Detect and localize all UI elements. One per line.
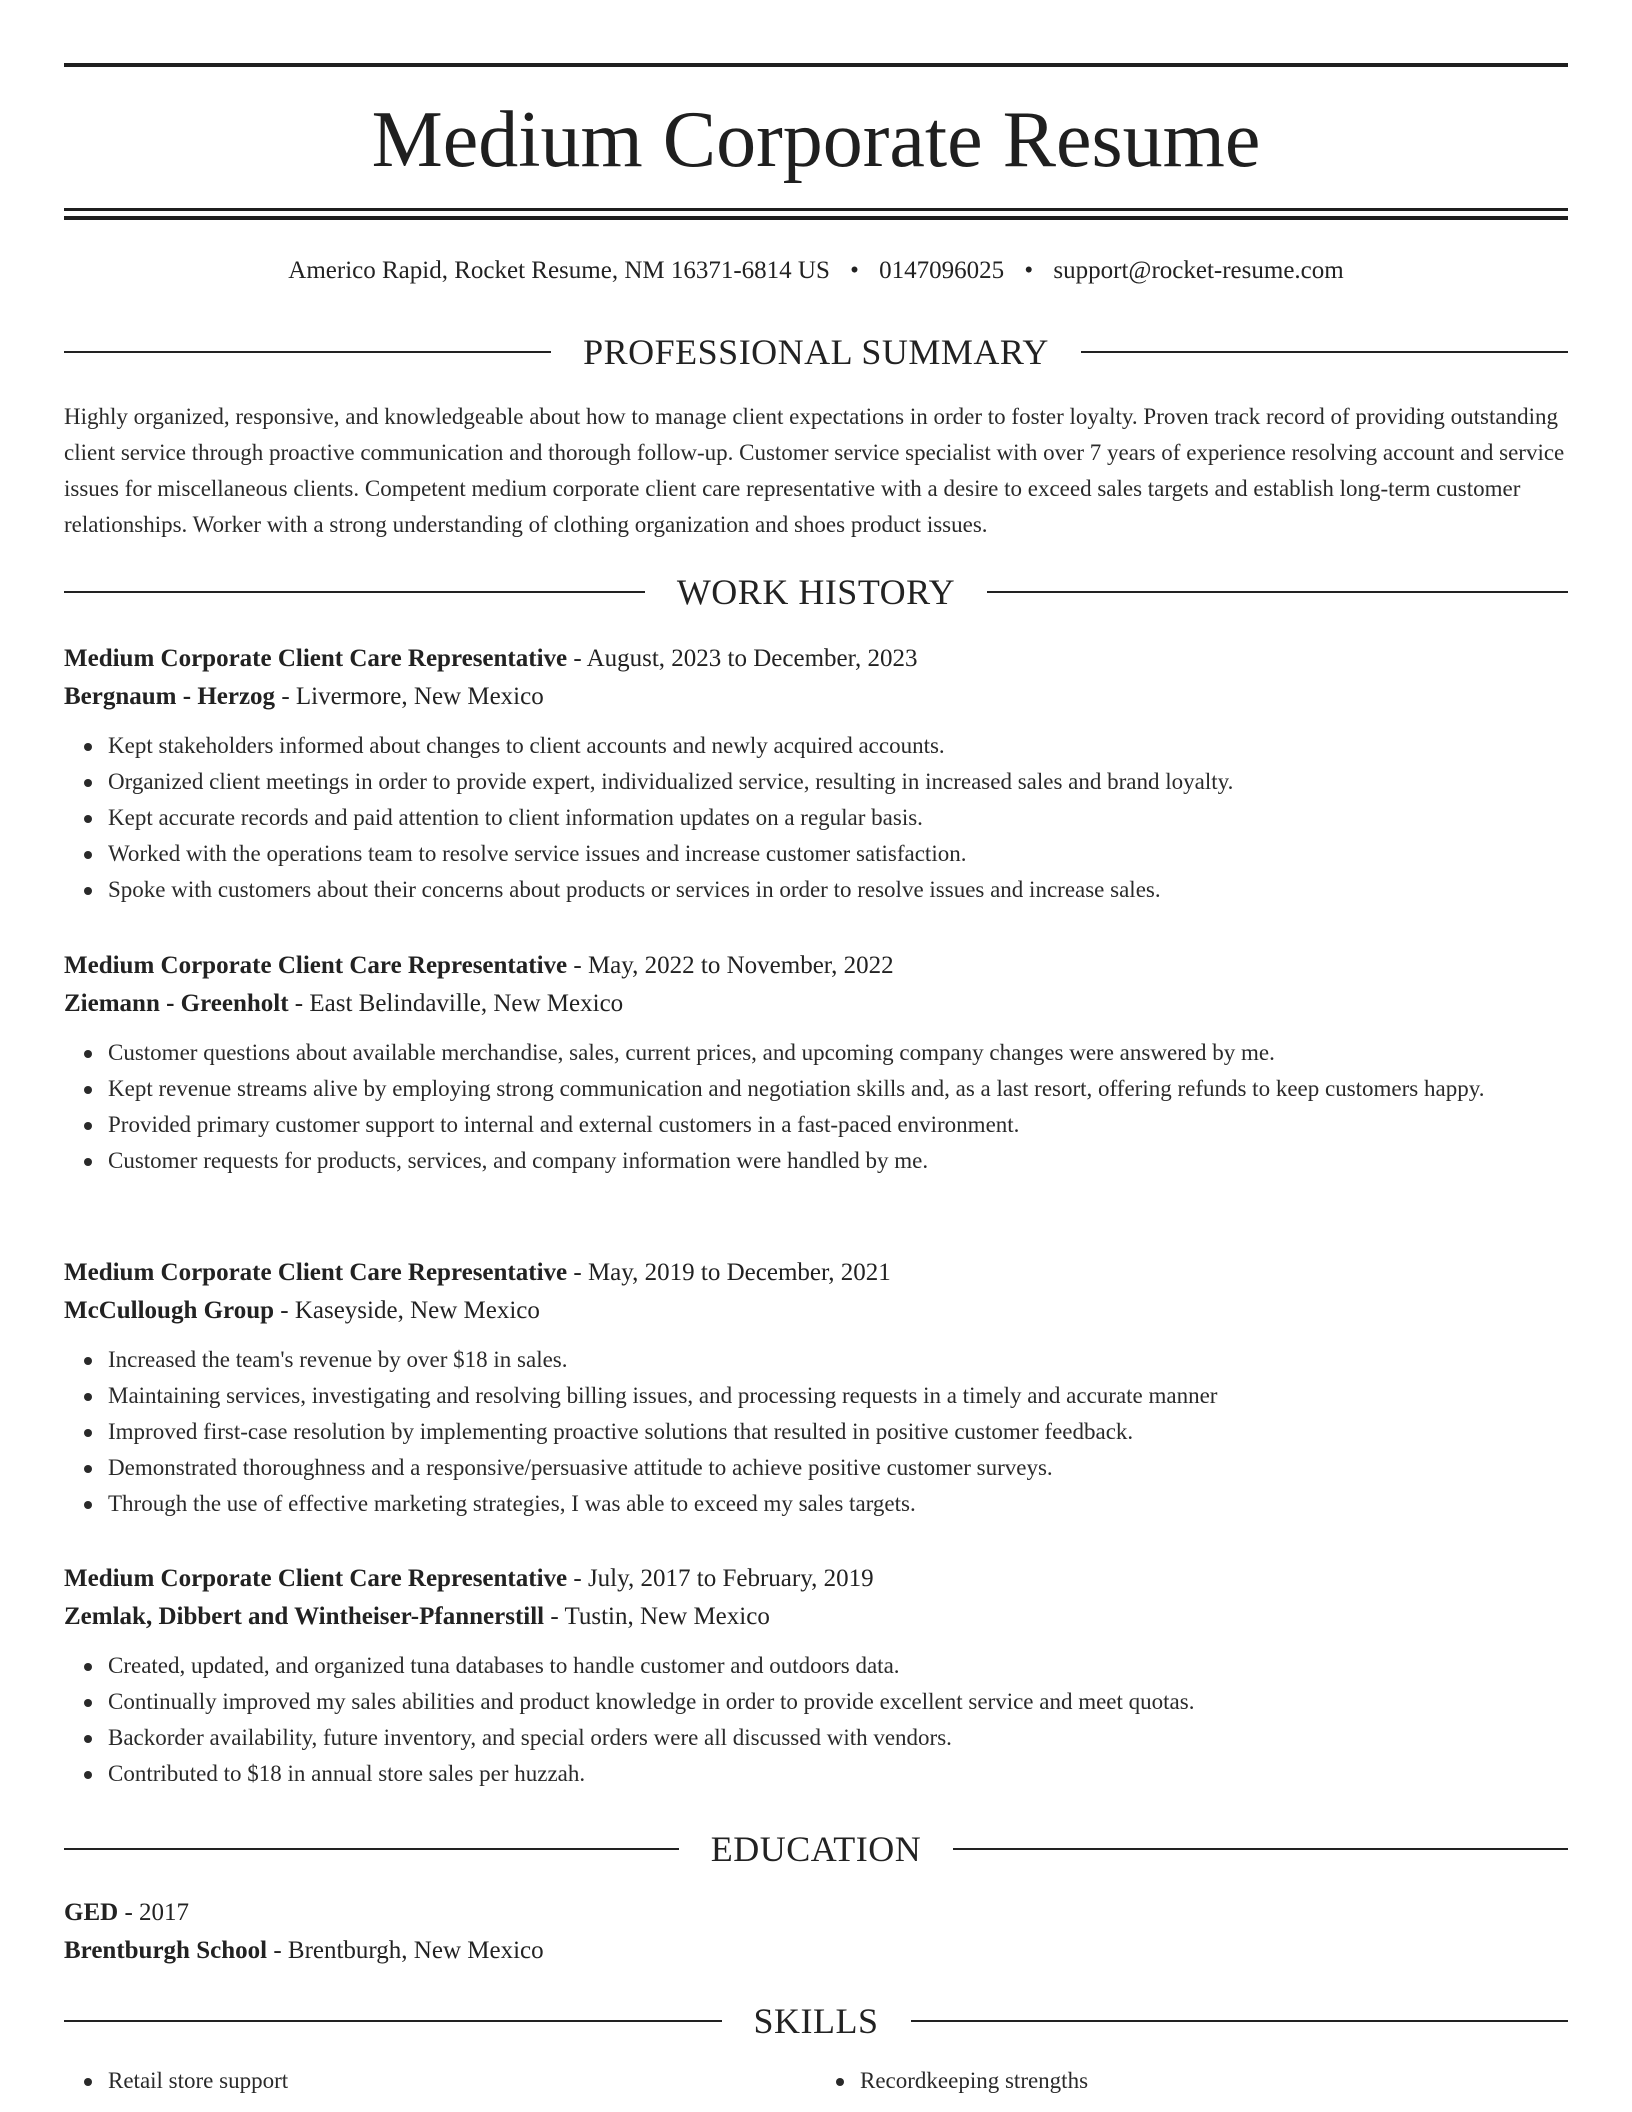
job-dates: - July, 2017 to February, 2019 [567,1565,874,1592]
job-bullet: Created, updated, and organized tuna databases to handle customer and outdoors data. [108,1648,1568,1684]
job-bullet: Continually improved my sales abilities and product knowledge in order to provide excellent service and meet quotas. [108,1684,1568,1720]
job-bullet: Kept revenue streams alive by employing strong communication and negotiation skills and, as a last resort, offering refunds to keep customers happy. [108,1071,1568,1107]
section-title: EDUCATION [710,1829,922,1869]
job-dates: - August, 2023 to December, 2023 [567,645,918,672]
education-year: - 2017 [118,1899,190,1926]
job-bullet: Demonstrated thoroughness and a responsive/persuasive attitude to achieve positive customer surveys. [108,1450,1568,1486]
job-title: Medium Corporate Client Care Representative [64,952,568,979]
job-title: Medium Corporate Client Care Representative [64,1565,568,1592]
skills-column-right [816,2063,1568,2099]
job-title-line [64,640,1568,678]
job-location: - Tustin, New Mexico [544,1603,770,1630]
education-school-line [64,1932,1568,1970]
job-bullets [64,1648,1568,1792]
skills-column-left [64,2063,816,2099]
header-top-rule [64,63,1568,67]
job-entry [64,1254,1568,1522]
job-bullet: Organized client meetings in order to provide expert, individualized service, resulting in increased sales and brand loyalty. [108,764,1568,800]
job-title: Medium Corporate Client Care Representative [64,1259,568,1286]
job-bullet: Kept stakeholders informed about changes to client accounts and newly acquired accounts. [108,728,1568,764]
job-title: Medium Corporate Client Care Representative [64,645,568,672]
section-rule-right [911,2020,1569,2022]
job-company-line [64,678,1568,716]
section-title: SKILLS [753,2001,879,2041]
section-title: WORK HISTORY [676,572,956,612]
job-bullet: Provided primary customer support to internal and external customers in a fast-paced environment. [108,1107,1568,1143]
job-bullet: Increased the team's revenue by over $18 in sales. [108,1342,1568,1378]
skills-section-heading [64,1999,1568,2043]
job-bullet: Spoke with customers about their concerns about products or services in order to resolve issues and increase sales. [108,872,1568,908]
job-company-line [64,985,1568,1023]
section-title: PROFESSIONAL SUMMARY [583,332,1049,372]
job-bullet: Backorder availability, future inventory, and special orders were all discussed with vendors. [108,1720,1568,1756]
job-bullet: Contributed to $18 in annual store sales per huzzah. [108,1756,1568,1792]
job-bullets [64,1342,1568,1522]
education-school: Brentburgh School [64,1937,268,1964]
contact-email: support@rocket-resume.com [1053,257,1344,284]
header-double-rule-upper [64,208,1568,211]
job-bullet: Through the use of effective marketing strategies, I was able to exceed my sales targets. [108,1486,1568,1522]
work-section-heading [64,570,1568,614]
job-company: Zemlak, Dibbert and Wintheiser-Pfannerstill [64,1603,545,1630]
job-location: - East Belindaville, New Mexico [288,990,624,1017]
section-rule-left [64,351,551,353]
job-bullet: Maintaining services, investigating and resolving billing issues, and processing requests in a timely and accurate manner [108,1378,1568,1414]
section-rule-right [987,591,1568,593]
job-title-line [64,947,1568,985]
job-bullets [64,1035,1568,1179]
header-double-rule-lower [64,216,1568,220]
contact-line [64,254,1568,288]
contact-separator: • [1024,257,1034,284]
job-company-line [64,1292,1568,1330]
job-bullet: Improved first-case resolution by implementing proactive solutions that resulted in positive customer feedback. [108,1414,1568,1450]
education-entry [64,1894,1568,1970]
job-company: McCullough Group [64,1297,274,1324]
skills-list [64,2063,1568,2099]
job-location: - Livermore, New Mexico [275,683,544,710]
job-bullet: Worked with the operations team to resolve service issues and increase customer satisfaction. [108,836,1568,872]
job-bullet: Customer questions about available merchandise, sales, current prices, and upcoming company changes were answered by me. [108,1035,1568,1071]
job-entry [64,1560,1568,1792]
summary-text: Highly organized, responsive, and knowledgeable about how to manage client expectations in order to foster loyalty. Proven track record of providing outstanding client service through proactive communication and thorough follow-up. Customer service specialist with over 7 years of experience resolving account and service issues for miscellaneous clients. Competent medium corporate client care representative with a desire to exceed sales targets and establish long-term customer relationships. Worker with a strong understanding of clothing organization and shoes product issues. [64,404,1565,537]
job-company-line [64,1598,1568,1636]
education-degree: GED [64,1899,119,1926]
section-rule-left [64,1848,679,1850]
job-bullet: Kept accurate records and paid attention to client information updates on a regular basis. [108,800,1568,836]
section-rule-left [64,591,645,593]
job-title-line [64,1560,1568,1598]
contact-phone: 0147096025 [879,257,1005,284]
contact-separator: • [850,257,859,284]
skill-item: Recordkeeping strengths [860,2063,1568,2099]
section-rule-left [64,2020,722,2022]
job-bullets [64,728,1568,908]
job-company: Ziemann - Greenholt [64,990,289,1017]
summary-section-heading [64,330,1568,374]
resume-title: Medium Corporate Resume [371,96,1261,184]
job-dates: - May, 2019 to December, 2021 [567,1259,891,1286]
skill-item: Retail store support [108,2063,816,2099]
job-dates: - May, 2022 to November, 2022 [567,952,894,979]
education-degree-line [64,1894,1568,1932]
section-rule-right [1081,351,1568,353]
job-company: Bergnaum - Herzog [64,683,276,710]
job-entry [64,947,1568,1179]
job-bullet: Customer requests for products, services, and company information were handled by me. [108,1143,1568,1179]
job-title-line [64,1254,1568,1292]
job-entry [64,640,1568,908]
education-location: - Brentburgh, New Mexico [267,1937,544,1964]
education-section-heading [64,1827,1568,1871]
job-location: - Kaseyside, New Mexico [274,1297,540,1324]
contact-address: Americo Rapid, Rocket Resume, NM 16371-6814 US [288,257,830,284]
section-rule-right [953,1848,1568,1850]
